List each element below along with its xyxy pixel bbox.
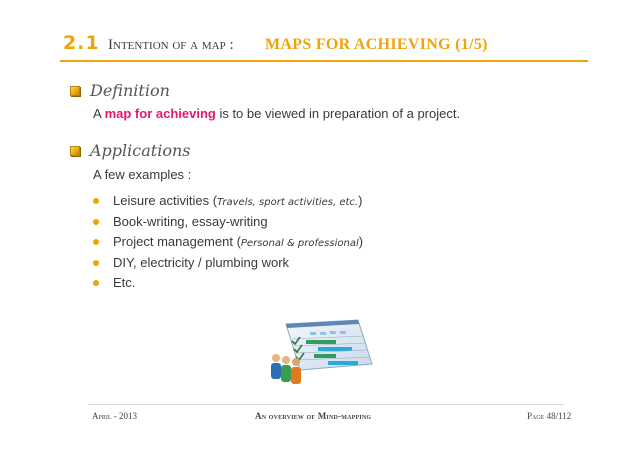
section-number: 2.1: [63, 32, 100, 54]
title-highlight: MAPS FOR ACHIEVING (1/5): [265, 36, 488, 53]
bullet-dot-icon: [93, 239, 99, 245]
list-item-note: Travels, sport activities, etc.: [217, 197, 359, 208]
bullet-dot-icon: [93, 219, 99, 225]
applications-heading-text: Applications: [90, 141, 191, 160]
footer-divider: [88, 404, 564, 405]
title-prefix: Intention of a map :: [108, 37, 234, 53]
definition-highlight: map for achieving: [104, 106, 216, 121]
project-planning-icon: [262, 318, 374, 386]
list-item: [93, 214, 363, 235]
square-bullet-icon: [70, 86, 80, 96]
bullet-dot-icon: [93, 260, 99, 266]
title-underline: [60, 60, 588, 62]
list-item-text: DIY, electricity / plumbing work: [113, 254, 290, 270]
list-item-note: Personal & professional: [240, 238, 359, 249]
slide-title: [63, 32, 583, 56]
list-item-text: Project management (: [113, 234, 241, 249]
list-item-text: Book-writing, essay-writing: [113, 213, 268, 229]
footer-title: An overview of Mind-mapping: [255, 411, 372, 421]
bullet-dot-icon: [93, 280, 99, 286]
list-item: [93, 275, 363, 296]
footer-page-number: Page 48/112: [527, 411, 572, 421]
list-item: [93, 255, 363, 276]
footer-date: April - 2013: [92, 411, 137, 421]
list-item-text: Leisure activities (: [113, 193, 218, 208]
list-item-text: Etc.: [113, 275, 136, 290]
applications-list: [93, 193, 363, 296]
square-bullet-icon: [70, 146, 80, 156]
definition-text-after: is to be viewed in preparation of a project.: [215, 106, 461, 121]
definition-heading-text: Definition: [90, 81, 170, 100]
list-item-end: ): [358, 193, 363, 208]
definition-text: [93, 106, 460, 121]
bullet-dot-icon: [93, 198, 99, 204]
list-item: [93, 234, 363, 255]
definition-text-before: A: [93, 106, 105, 121]
applications-intro: A few examples :: [93, 167, 192, 182]
list-item-end: ): [358, 234, 364, 249]
list-item: [93, 193, 363, 214]
